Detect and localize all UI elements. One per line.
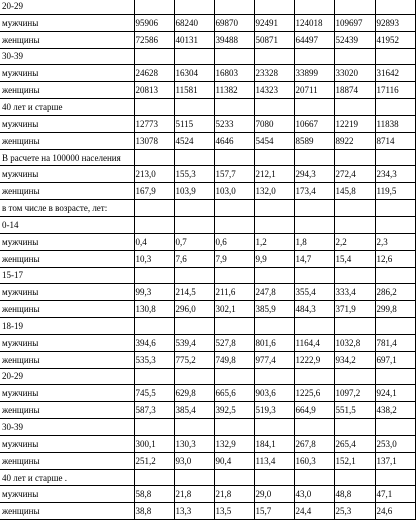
table-cell: 8922 — [334, 132, 375, 149]
table-cell: 385,4 — [174, 402, 214, 419]
table-cell — [334, 99, 375, 116]
row-label: женщины — [0, 31, 134, 48]
table-cell — [294, 318, 334, 335]
table-cell: 265,4 — [334, 435, 375, 452]
table-cell — [134, 0, 174, 14]
table-cell — [334, 149, 375, 166]
table-cell: 4646 — [214, 132, 254, 149]
table-cell: 1,8 — [294, 233, 334, 250]
table-cell: 977,4 — [254, 351, 294, 368]
row-label: мужчины — [0, 334, 134, 351]
table-cell — [134, 149, 174, 166]
table-cell: 21,8 — [174, 486, 214, 503]
section-row — [0, 99, 415, 116]
row-label: женщины — [0, 351, 134, 368]
table-cell — [174, 216, 214, 233]
table-cell — [174, 48, 214, 65]
table-cell: 160,3 — [294, 452, 334, 469]
table-cell — [254, 99, 294, 116]
table-cell — [174, 267, 214, 284]
table-cell: 214,5 — [174, 284, 214, 301]
table-cell: 50871 — [254, 31, 294, 48]
table-cell — [214, 216, 254, 233]
table-cell — [254, 368, 294, 385]
table-row — [0, 132, 415, 149]
table-cell — [334, 267, 375, 284]
table-cell — [254, 0, 294, 14]
table-cell: 267,8 — [294, 435, 334, 452]
table-cell: 145,8 — [334, 183, 375, 200]
table-cell: 212,1 — [254, 166, 294, 183]
table-cell: 299,8 — [375, 301, 415, 318]
table-cell — [214, 469, 254, 486]
section-heading: 30-39 — [0, 48, 134, 65]
table-cell — [375, 99, 415, 116]
table-cell: 355,4 — [294, 284, 334, 301]
table-row — [0, 301, 415, 318]
table-cell: 103,0 — [214, 183, 254, 200]
table-cell — [334, 48, 375, 65]
table-cell: 924,1 — [375, 385, 415, 402]
table-cell: 519,3 — [254, 402, 294, 419]
table-cell — [334, 216, 375, 233]
row-label: мужчины — [0, 385, 134, 402]
table-cell: 15,7 — [254, 503, 294, 520]
table-cell: 934,2 — [334, 351, 375, 368]
table-cell — [174, 469, 214, 486]
table-cell: 251,2 — [134, 452, 174, 469]
row-label: мужчины — [0, 115, 134, 132]
table-cell — [254, 200, 294, 217]
row-label: женщины — [0, 301, 134, 318]
table-cell: 438,2 — [375, 402, 415, 419]
section-heading: 20-29 — [0, 0, 134, 14]
table-cell: 92491 — [254, 14, 294, 31]
table-cell — [334, 0, 375, 14]
table-cell — [214, 149, 254, 166]
table-cell: 1097,2 — [334, 385, 375, 402]
table-cell: 16803 — [214, 65, 254, 82]
table-cell — [254, 419, 294, 436]
table-cell: 1222,9 — [294, 351, 334, 368]
row-label: женщины — [0, 452, 134, 469]
table-cell — [254, 267, 294, 284]
table-row — [0, 351, 415, 368]
table-cell: 68240 — [174, 14, 214, 31]
table-cell: 272,4 — [334, 166, 375, 183]
table-cell — [334, 318, 375, 335]
table-cell: 247,8 — [254, 284, 294, 301]
section-row — [0, 149, 415, 166]
table-cell — [174, 0, 214, 14]
table-cell: 20813 — [134, 82, 174, 99]
row-label: женщины — [0, 183, 134, 200]
table-cell — [254, 149, 294, 166]
table-cell: 103,9 — [174, 183, 214, 200]
table-cell — [294, 216, 334, 233]
table-cell: 33020 — [334, 65, 375, 82]
table-row — [0, 183, 415, 200]
row-label: женщины — [0, 402, 134, 419]
row-label: женщины — [0, 503, 134, 520]
row-label: женщины — [0, 250, 134, 267]
table-cell: 8714 — [375, 132, 415, 149]
section-row — [0, 200, 415, 217]
row-label: мужчины — [0, 14, 134, 31]
row-label: женщины — [0, 82, 134, 99]
table-cell: 152,1 — [334, 452, 375, 469]
table-cell — [294, 469, 334, 486]
table-cell — [134, 216, 174, 233]
table-cell: 1225,6 — [294, 385, 334, 402]
table-cell: 13078 — [134, 132, 174, 149]
table-cell — [254, 318, 294, 335]
table-cell: 11382 — [214, 82, 254, 99]
table-cell — [254, 469, 294, 486]
table-cell: 52439 — [334, 31, 375, 48]
table-cell: 99,3 — [134, 284, 174, 301]
table-cell — [214, 267, 254, 284]
row-label: мужчины — [0, 65, 134, 82]
table-cell: 801,6 — [254, 334, 294, 351]
section-row — [0, 216, 415, 233]
table-cell — [214, 419, 254, 436]
table-row — [0, 402, 415, 419]
table-cell: 13,3 — [174, 503, 214, 520]
table-cell: 629,8 — [174, 385, 214, 402]
table-cell: 211,6 — [214, 284, 254, 301]
section-row — [0, 318, 415, 335]
section-heading: 40 лет и старше . — [0, 469, 134, 486]
table-cell: 7,9 — [214, 250, 254, 267]
table-cell: 90,4 — [214, 452, 254, 469]
section-row — [0, 469, 415, 486]
table-cell: 12773 — [134, 115, 174, 132]
table-cell: 157,7 — [214, 166, 254, 183]
section-heading: 15-17 — [0, 267, 134, 284]
table-cell — [375, 469, 415, 486]
table-cell — [174, 99, 214, 116]
table-cell: 294,3 — [294, 166, 334, 183]
table-row — [0, 115, 415, 132]
table-cell: 24,4 — [294, 503, 334, 520]
row-label: мужчины — [0, 435, 134, 452]
table-cell: 587,3 — [134, 402, 174, 419]
table-cell: 371,9 — [334, 301, 375, 318]
table-cell — [254, 48, 294, 65]
table-row — [0, 486, 415, 503]
row-label: женщины — [0, 132, 134, 149]
row-label: мужчины — [0, 284, 134, 301]
row-label: мужчины — [0, 166, 134, 183]
table-cell — [375, 48, 415, 65]
table-cell — [214, 99, 254, 116]
table-cell: 12,6 — [375, 250, 415, 267]
table-cell: 775,2 — [174, 351, 214, 368]
table-cell: 234,3 — [375, 166, 415, 183]
table-cell: 14,7 — [294, 250, 334, 267]
row-label: мужчины — [0, 486, 134, 503]
table-cell: 253,0 — [375, 435, 415, 452]
table-row — [0, 435, 415, 452]
table-cell: 155,3 — [174, 166, 214, 183]
table-cell — [294, 368, 334, 385]
table-cell: 38,8 — [134, 503, 174, 520]
table-row — [0, 166, 415, 183]
table-cell: 23328 — [254, 65, 294, 82]
table-cell — [174, 318, 214, 335]
table-cell: 300,1 — [134, 435, 174, 452]
table-cell: 7080 — [254, 115, 294, 132]
section-row — [0, 0, 415, 14]
table-cell: 20711 — [294, 82, 334, 99]
table-cell: 132,9 — [214, 435, 254, 452]
table-cell: 10667 — [294, 115, 334, 132]
section-row — [0, 48, 415, 65]
table-cell — [375, 368, 415, 385]
table-cell: 48,8 — [334, 486, 375, 503]
table-cell: 33899 — [294, 65, 334, 82]
section-heading: В расчете на 100000 населения — [0, 149, 134, 166]
table-cell: 64497 — [294, 31, 334, 48]
table-cell: 40131 — [174, 31, 214, 48]
table-cell: 15,4 — [334, 250, 375, 267]
table-cell — [294, 99, 334, 116]
table-cell — [134, 318, 174, 335]
table-cell: 5115 — [174, 115, 214, 132]
table-cell — [214, 0, 254, 14]
table-cell: 130,3 — [174, 435, 214, 452]
table-cell: 333,4 — [334, 284, 375, 301]
table-cell: 5233 — [214, 115, 254, 132]
table-row — [0, 31, 415, 48]
table-cell: 11581 — [174, 82, 214, 99]
table-cell — [254, 216, 294, 233]
table-cell: 385,9 — [254, 301, 294, 318]
table-cell: 95906 — [134, 14, 174, 31]
table-row — [0, 82, 415, 99]
table-cell: 11838 — [375, 115, 415, 132]
table-cell — [375, 0, 415, 14]
table-cell: 18874 — [334, 82, 375, 99]
table-row — [0, 284, 415, 301]
table-cell: 124018 — [294, 14, 334, 31]
table-cell: 113,4 — [254, 452, 294, 469]
table-cell: 286,2 — [375, 284, 415, 301]
table-cell — [334, 200, 375, 217]
table-cell: 745,5 — [134, 385, 174, 402]
table-row — [0, 65, 415, 82]
table-cell: 4524 — [174, 132, 214, 149]
table-cell: 5454 — [254, 132, 294, 149]
table-cell: 302,1 — [214, 301, 254, 318]
table-cell: 69870 — [214, 14, 254, 31]
table-cell: 10,3 — [134, 250, 174, 267]
table-cell: 47,1 — [375, 486, 415, 503]
section-heading: 30-39 — [0, 419, 134, 436]
table-cell: 25,3 — [334, 503, 375, 520]
table-cell — [375, 200, 415, 217]
table-cell: 137,1 — [375, 452, 415, 469]
table-cell: 16304 — [174, 65, 214, 82]
table-cell — [174, 149, 214, 166]
table-row — [0, 503, 415, 520]
table-cell — [294, 267, 334, 284]
table-cell: 58,8 — [134, 486, 174, 503]
table-cell — [174, 368, 214, 385]
table-cell: 72586 — [134, 31, 174, 48]
table-cell — [134, 469, 174, 486]
table-cell: 0,6 — [214, 233, 254, 250]
table-cell: 539,4 — [174, 334, 214, 351]
table-cell: 535,3 — [134, 351, 174, 368]
table-cell: 9,9 — [254, 250, 294, 267]
table-cell: 1032,8 — [334, 334, 375, 351]
table-cell: 551,5 — [334, 402, 375, 419]
table-cell — [214, 318, 254, 335]
table-cell: 2,3 — [375, 233, 415, 250]
table-cell: 39488 — [214, 31, 254, 48]
table-cell: 749,8 — [214, 351, 254, 368]
table-cell — [334, 368, 375, 385]
table-cell: 167,9 — [134, 183, 174, 200]
table-cell: 43,0 — [294, 486, 334, 503]
table-cell — [375, 267, 415, 284]
table-cell — [134, 267, 174, 284]
section-heading: 18-19 — [0, 318, 134, 335]
table-cell — [174, 419, 214, 436]
table-row — [0, 385, 415, 402]
table-cell: 132,0 — [254, 183, 294, 200]
table-cell — [214, 48, 254, 65]
table-cell: 24628 — [134, 65, 174, 82]
table-cell: 697,1 — [375, 351, 415, 368]
table-cell: 12219 — [334, 115, 375, 132]
table-cell: 781,4 — [375, 334, 415, 351]
table-cell: 41952 — [375, 31, 415, 48]
table-cell: 31642 — [375, 65, 415, 82]
table-cell — [174, 200, 214, 217]
section-row — [0, 267, 415, 284]
table-cell: 24,6 — [375, 503, 415, 520]
table-cell — [334, 419, 375, 436]
table-cell: 213,0 — [134, 166, 174, 183]
section-heading: в том числе в возрасте, лет: — [0, 200, 134, 217]
table-cell: 17116 — [375, 82, 415, 99]
table-cell — [214, 200, 254, 217]
table-cell: 484,3 — [294, 301, 334, 318]
table-cell — [334, 469, 375, 486]
table-cell — [294, 48, 334, 65]
table-cell — [294, 0, 334, 14]
section-heading: 20-29 — [0, 368, 134, 385]
table-cell — [134, 99, 174, 116]
section-heading: 40 лет и старше — [0, 99, 134, 116]
table-cell — [294, 419, 334, 436]
table-row — [0, 334, 415, 351]
section-row — [0, 419, 415, 436]
table-cell: 296,0 — [174, 301, 214, 318]
table-cell — [294, 149, 334, 166]
table-cell: 527,8 — [214, 334, 254, 351]
table-cell — [375, 419, 415, 436]
table-cell: 0,7 — [174, 233, 214, 250]
table-cell — [134, 419, 174, 436]
table-cell — [214, 368, 254, 385]
table-cell — [294, 200, 334, 217]
table-cell: 14323 — [254, 82, 294, 99]
table-cell: 2,2 — [334, 233, 375, 250]
table-cell — [375, 149, 415, 166]
table-cell: 1,2 — [254, 233, 294, 250]
section-heading: 0-14 — [0, 216, 134, 233]
table-row — [0, 250, 415, 267]
table-cell — [375, 216, 415, 233]
table-cell: 13,5 — [214, 503, 254, 520]
table-cell — [134, 200, 174, 217]
table-cell: 130,8 — [134, 301, 174, 318]
table-cell: 119,5 — [375, 183, 415, 200]
table-cell — [134, 368, 174, 385]
table-cell — [375, 318, 415, 335]
table-cell: 93,0 — [174, 452, 214, 469]
table-cell: 8589 — [294, 132, 334, 149]
table-cell: 173,4 — [294, 183, 334, 200]
table-cell: 664,9 — [294, 402, 334, 419]
section-row — [0, 368, 415, 385]
row-label: мужчины — [0, 233, 134, 250]
table-cell: 21,8 — [214, 486, 254, 503]
table-cell: 184,1 — [254, 435, 294, 452]
table-row — [0, 14, 415, 31]
table-cell: 665,6 — [214, 385, 254, 402]
table-cell: 7,6 — [174, 250, 214, 267]
table-cell: 394,6 — [134, 334, 174, 351]
table-cell: 392,5 — [214, 402, 254, 419]
table-row — [0, 233, 415, 250]
table-cell — [134, 48, 174, 65]
table-cell: 29,0 — [254, 486, 294, 503]
table-cell: 0,4 — [134, 233, 174, 250]
table-cell: 92893 — [375, 14, 415, 31]
table-cell: 903,6 — [254, 385, 294, 402]
table-cell: 1164,4 — [294, 334, 334, 351]
table-cell: 109697 — [334, 14, 375, 31]
table-row — [0, 452, 415, 469]
